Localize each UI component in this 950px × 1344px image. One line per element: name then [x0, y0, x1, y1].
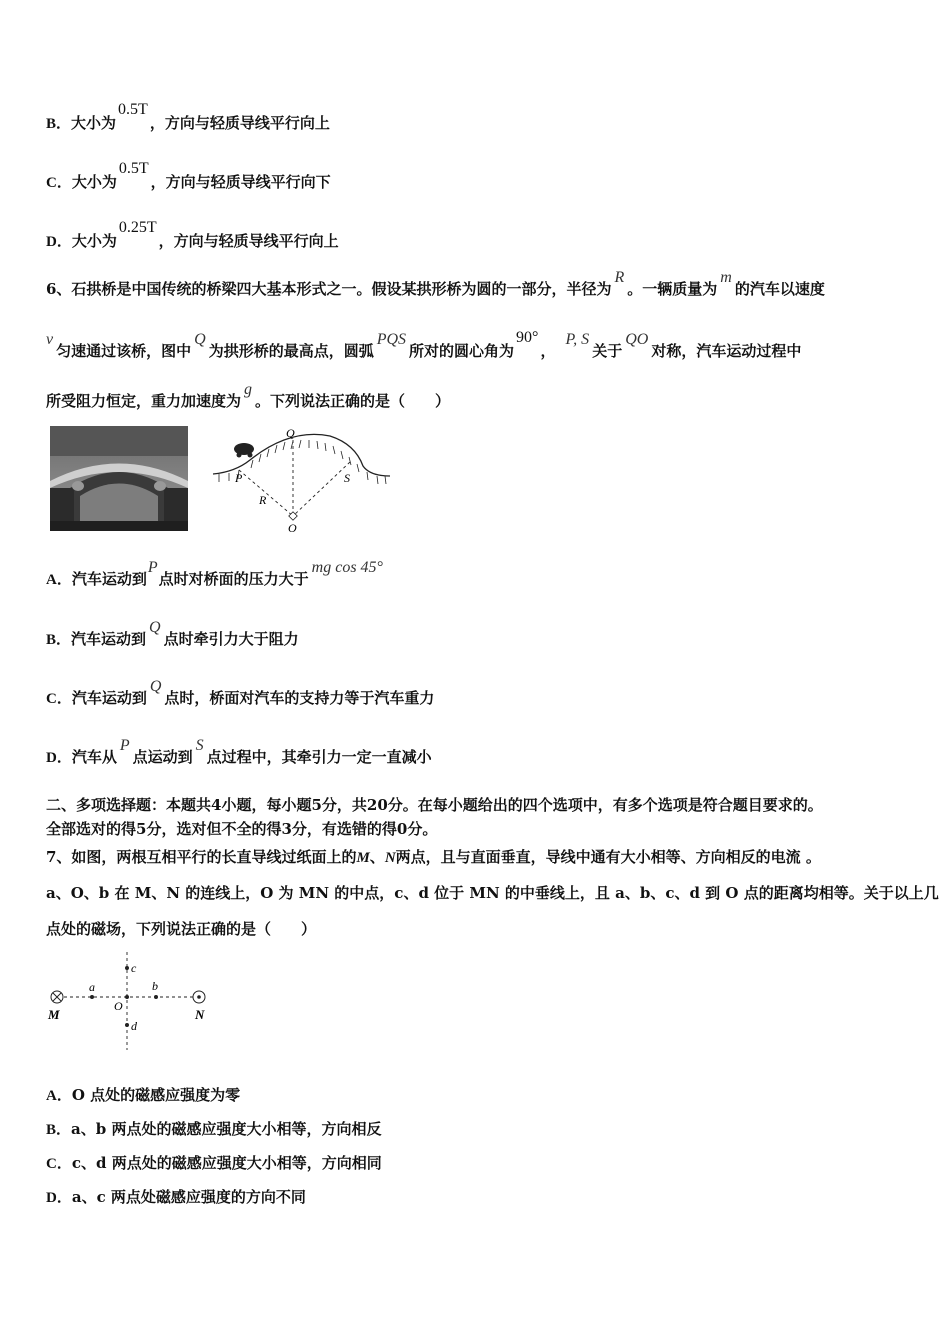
stem-text: 所受阻力恒定，重力加速度为: [46, 392, 242, 410]
option-letter: C．: [46, 175, 72, 191]
q7-option-a: [46, 1084, 240, 1107]
label-P: P: [235, 471, 243, 485]
math-symbol: P, S: [565, 331, 590, 348]
stem-text: 对称，汽车运动过程中: [651, 342, 802, 360]
math-value: 0.5T: [118, 160, 149, 177]
option-text: O 点处的磁感应强度为零: [71, 1086, 241, 1104]
q7-option-c: [46, 1152, 382, 1175]
stem-text: 6、石拱桥是中国传统的桥梁四大基本形式之一。假设某拱形桥为圆的一部分，半径为: [46, 280, 612, 298]
stem-text: 。一辆质量为: [627, 280, 718, 298]
option-text: 大小为: [71, 173, 117, 191]
q6-option-c: [46, 678, 435, 710]
stem-text: 匀速通过该桥，图中: [56, 342, 192, 360]
section2-heading-line1: 二、多项选择题：本题共4小题，每小题5分，共20分。在每小题给出的四个选项中，有多个选项是符合题目要求的。: [46, 796, 823, 814]
option-text: 汽车从: [71, 748, 117, 766]
math-symbol: P: [119, 737, 130, 754]
q6-option-a: [46, 559, 386, 591]
math-symbol: Q: [149, 619, 161, 636]
wire-field-diagram: [44, 950, 224, 1052]
arch-bridge-diagram: [205, 424, 395, 536]
math-value: 0.5T: [118, 101, 148, 118]
option-letter: D．: [46, 234, 72, 250]
option-letter: B．: [46, 1122, 72, 1138]
option-letter: D．: [46, 750, 72, 766]
q7-stem-line3: 点处的磁场，下列说法正确的是（ ）: [46, 920, 317, 938]
option-letter: C．: [46, 691, 72, 707]
option-text: 汽车运动到: [71, 689, 147, 707]
q5-option-b: [46, 101, 330, 135]
option-letter: B．: [46, 116, 72, 132]
option-text: 汽车运动到: [71, 630, 147, 648]
math-symbol: Q: [149, 678, 162, 695]
label-R: R: [259, 493, 267, 507]
math-symbol: N: [384, 850, 396, 866]
option-text: 大小为: [71, 232, 117, 250]
q6-stem-line3: [46, 381, 451, 413]
option-text: ，方向与轻质导线平行向下: [150, 173, 331, 191]
label-O: O: [114, 999, 123, 1013]
q6-stem-line2: [46, 329, 802, 363]
q7-option-b: [46, 1118, 381, 1141]
math-symbol: g: [244, 381, 253, 398]
option-text: c、d 两点处的磁感应强度大小相等，方向相同: [71, 1154, 382, 1172]
math-symbol: Q: [194, 331, 206, 348]
option-letter: B．: [46, 632, 72, 648]
math-symbol: mg cos 45°: [311, 559, 383, 576]
stem-text: 所对的圆心角为: [409, 342, 515, 360]
stem-text: 7、如图，两根互相平行的长直导线过纸面上的: [46, 848, 357, 866]
option-text: 点运动到: [132, 748, 193, 766]
label-c: c: [131, 961, 137, 975]
option-letter: A．: [46, 1088, 72, 1104]
q5-option-c: [46, 160, 331, 194]
stem-text: 。下列说法正确的是（ ）: [255, 392, 451, 410]
label-b: b: [152, 979, 158, 993]
option-text: 点时对桥面的压力大于: [158, 570, 309, 588]
q7-stem-line2: a、O、b 在 M、N 的连线上，O 为 MN 的中点，c、d 位于 MN 的中垂线上，且 a、b、c、d 到 O 点的距离均相等。关于以上几: [46, 884, 939, 902]
q7-stem-line1: [46, 846, 821, 869]
stem-text: 为拱形桥的最高点，圆弧: [208, 342, 374, 360]
option-text: 汽车运动到: [71, 570, 147, 588]
stem-text: 两点，且与直面垂直，导线中通有大小相等、方向相反的电流 。: [395, 848, 821, 866]
option-letter: D．: [46, 1190, 72, 1206]
option-text: 点时，桥面对汽车的支持力等于汽车重力: [164, 689, 435, 707]
label-d: d: [131, 1019, 137, 1033]
math-value: 0.25T: [118, 219, 157, 236]
q6-option-d: [46, 737, 432, 769]
option-letter: C．: [46, 1156, 72, 1172]
bridge-photo: [50, 426, 188, 531]
math-symbol: m: [720, 269, 732, 286]
option-text: 大小为: [71, 114, 117, 132]
q6-stem-line1: [46, 269, 825, 301]
math-symbol: PQS: [376, 331, 407, 348]
math-symbol: M: [356, 850, 370, 866]
label-a: a: [89, 980, 95, 994]
math-value: 90°: [516, 329, 539, 346]
math-symbol: R: [614, 269, 625, 286]
stem-text: 的汽车以速度: [734, 280, 825, 298]
option-letter: A．: [46, 572, 72, 588]
option-text: ，方向与轻质导线平行向上: [149, 114, 330, 132]
math-symbol: QO: [625, 331, 649, 348]
label-S: S: [344, 471, 350, 485]
option-text: 点过程中，其牵引力一定一直减小: [206, 748, 432, 766]
label-Q: Q: [286, 426, 295, 440]
option-text: ，方向与轻质导线平行向上: [158, 232, 339, 250]
option-text: 点时牵引力大于阻力: [163, 630, 299, 648]
math-symbol: S: [195, 737, 204, 754]
label-M: M: [48, 1007, 60, 1022]
label-N: N: [195, 1007, 205, 1022]
q6-option-b: [46, 619, 299, 651]
q7-option-d: [46, 1186, 306, 1209]
math-symbol: v: [46, 331, 54, 348]
q5-option-d: [46, 219, 339, 253]
section2-heading-line2: 全部选对的得5分，选对但不全的得3分，有选错的得0分。: [46, 820, 438, 838]
option-text: a、c 两点处磁感应强度的方向不同: [71, 1188, 306, 1206]
math-symbol: P: [147, 559, 158, 576]
label-O: O: [288, 521, 297, 535]
stem-text: 关于: [592, 342, 623, 360]
option-text: a、b 两点处的磁感应强度大小相等，方向相反: [71, 1120, 382, 1138]
stem-text: 、: [369, 848, 385, 866]
stem-text: ，: [540, 342, 556, 360]
